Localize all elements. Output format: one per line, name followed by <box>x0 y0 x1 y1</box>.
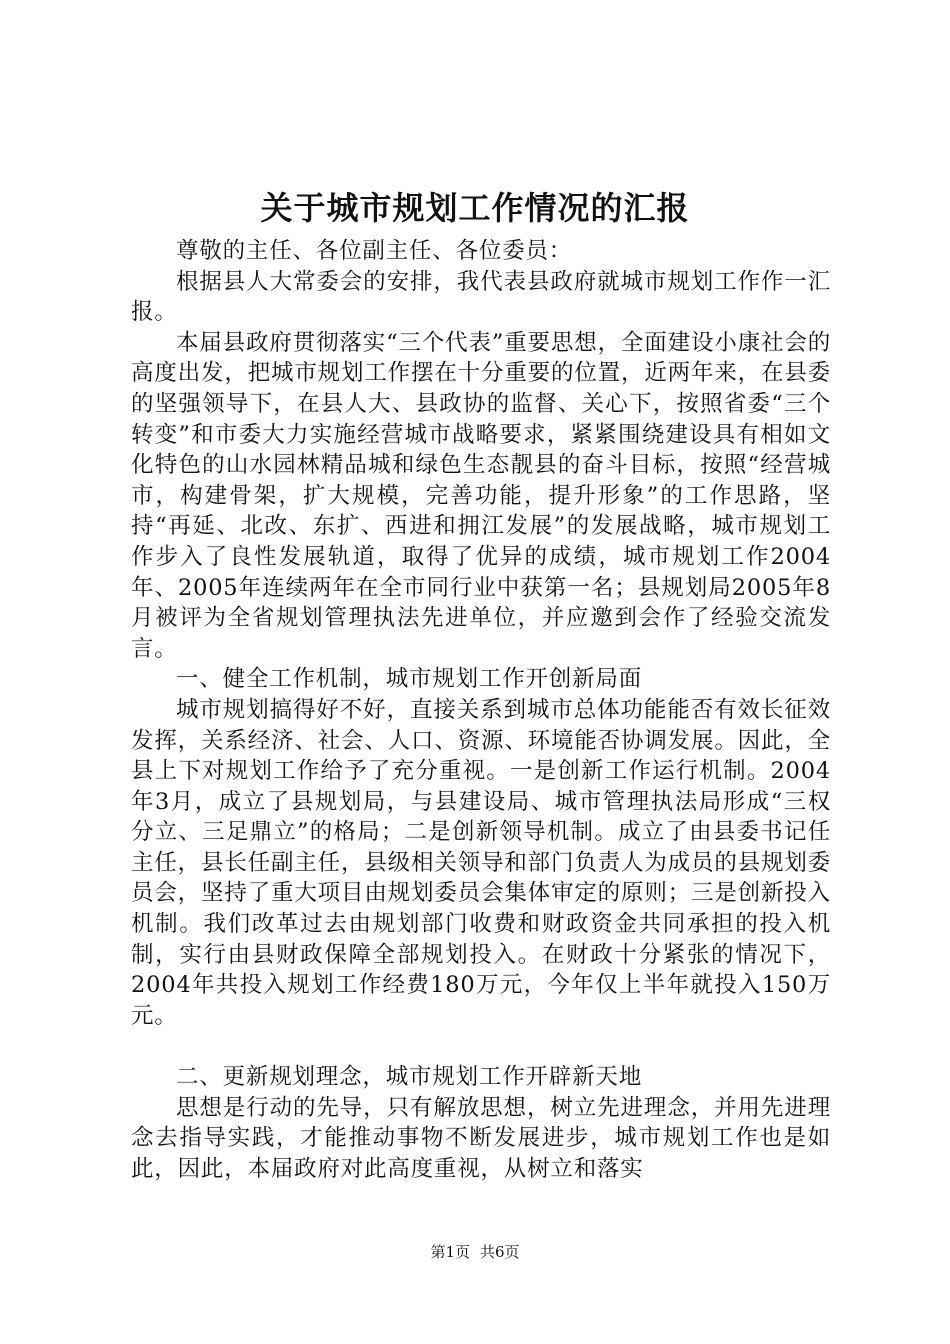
overview-paragraph: 本届县政府贯彻落实“三个代表”重要思想，全面建设小康社会的高度出发，把城市规划工作摆在十分重要的位置，近两年来，在县委的坚强领导下，在县人大、县政协的监督、关心下，按照省委“三个转变”和市委大力实施经营城市战略要求，紧紧围绕建设具有相如文化特色的山水园林精品城和绿色生态靓县的奋斗目标，按照“经营城市，构建骨架，扩大规模，完善功能，提升形象”的工作思路，坚持“再延、北改、东扩、西进和拥江发展”的发展战略，城市规划工作步入了良性发展轨道，取得了优异的成绩，城市规划工作2004年、2005年连续两年在全市同行业中获第一名；县规划局2005年8月被评为全省规划管理执法先进单位，并应邀到会作了经验交流发言。 <box>131 329 831 662</box>
section-heading-2: 二、更新规划理念，城市规划工作开辟新天地 <box>176 1064 643 1091</box>
section-1-paragraph: 城市规划搞得好不好，直接关系到城市总体功能能否有效长征效发挥，关系经济、社会、人口、资源、环境能否协调发展。因此，全县上下对规划工作给予了充分重视。一是创新工作运行机制。2004年3月，成立了县规划局，与县建设局、城市管理执法局形成“三权分立、三足鼎立”的格局；二是创新领导机制。成立了由县委书记任主任，县长任副主任，县级相关领导和部门负责人为成员的县规划委员会，坚持了重大项目由规划委员会集体审定的原则；三是创新投入机制。我们改革过去由规划部门收费和财政资金共同承担的投入机制，实行由县财政保障全部规划投入。在财政十分紧张的情况下，2004年共投入规划工作经费180万元，今年仅上半年就投入150万元。 <box>131 696 831 1029</box>
document-body <box>131 236 831 1184</box>
section-2-paragraph: 思想是行动的先导，只有解放思想，树立先进理念，并用先进理念去指导实践，才能推动事物不断发展进步，城市规划工作也是如此，因此，本届政府对此高度重视，从树立和落实 <box>131 1094 831 1182</box>
salutation-paragraph: 尊敬的主任、各位副主任、各位委员： <box>176 238 573 264</box>
intro-paragraph: 根据县人大常委会的安排，我代表县政府就城市规划工作作一汇报。 <box>131 268 831 326</box>
document-title: 关于城市规划工作情况的汇报 <box>260 189 690 227</box>
page-footer <box>0 1242 950 1262</box>
section-heading-1: 一、健全工作机制，城市规划工作开创新局面 <box>176 666 643 693</box>
page-number-total: 共6页 <box>480 1243 520 1261</box>
page-number-current: 第1页 <box>430 1243 470 1261</box>
blank-line <box>131 1031 831 1062</box>
